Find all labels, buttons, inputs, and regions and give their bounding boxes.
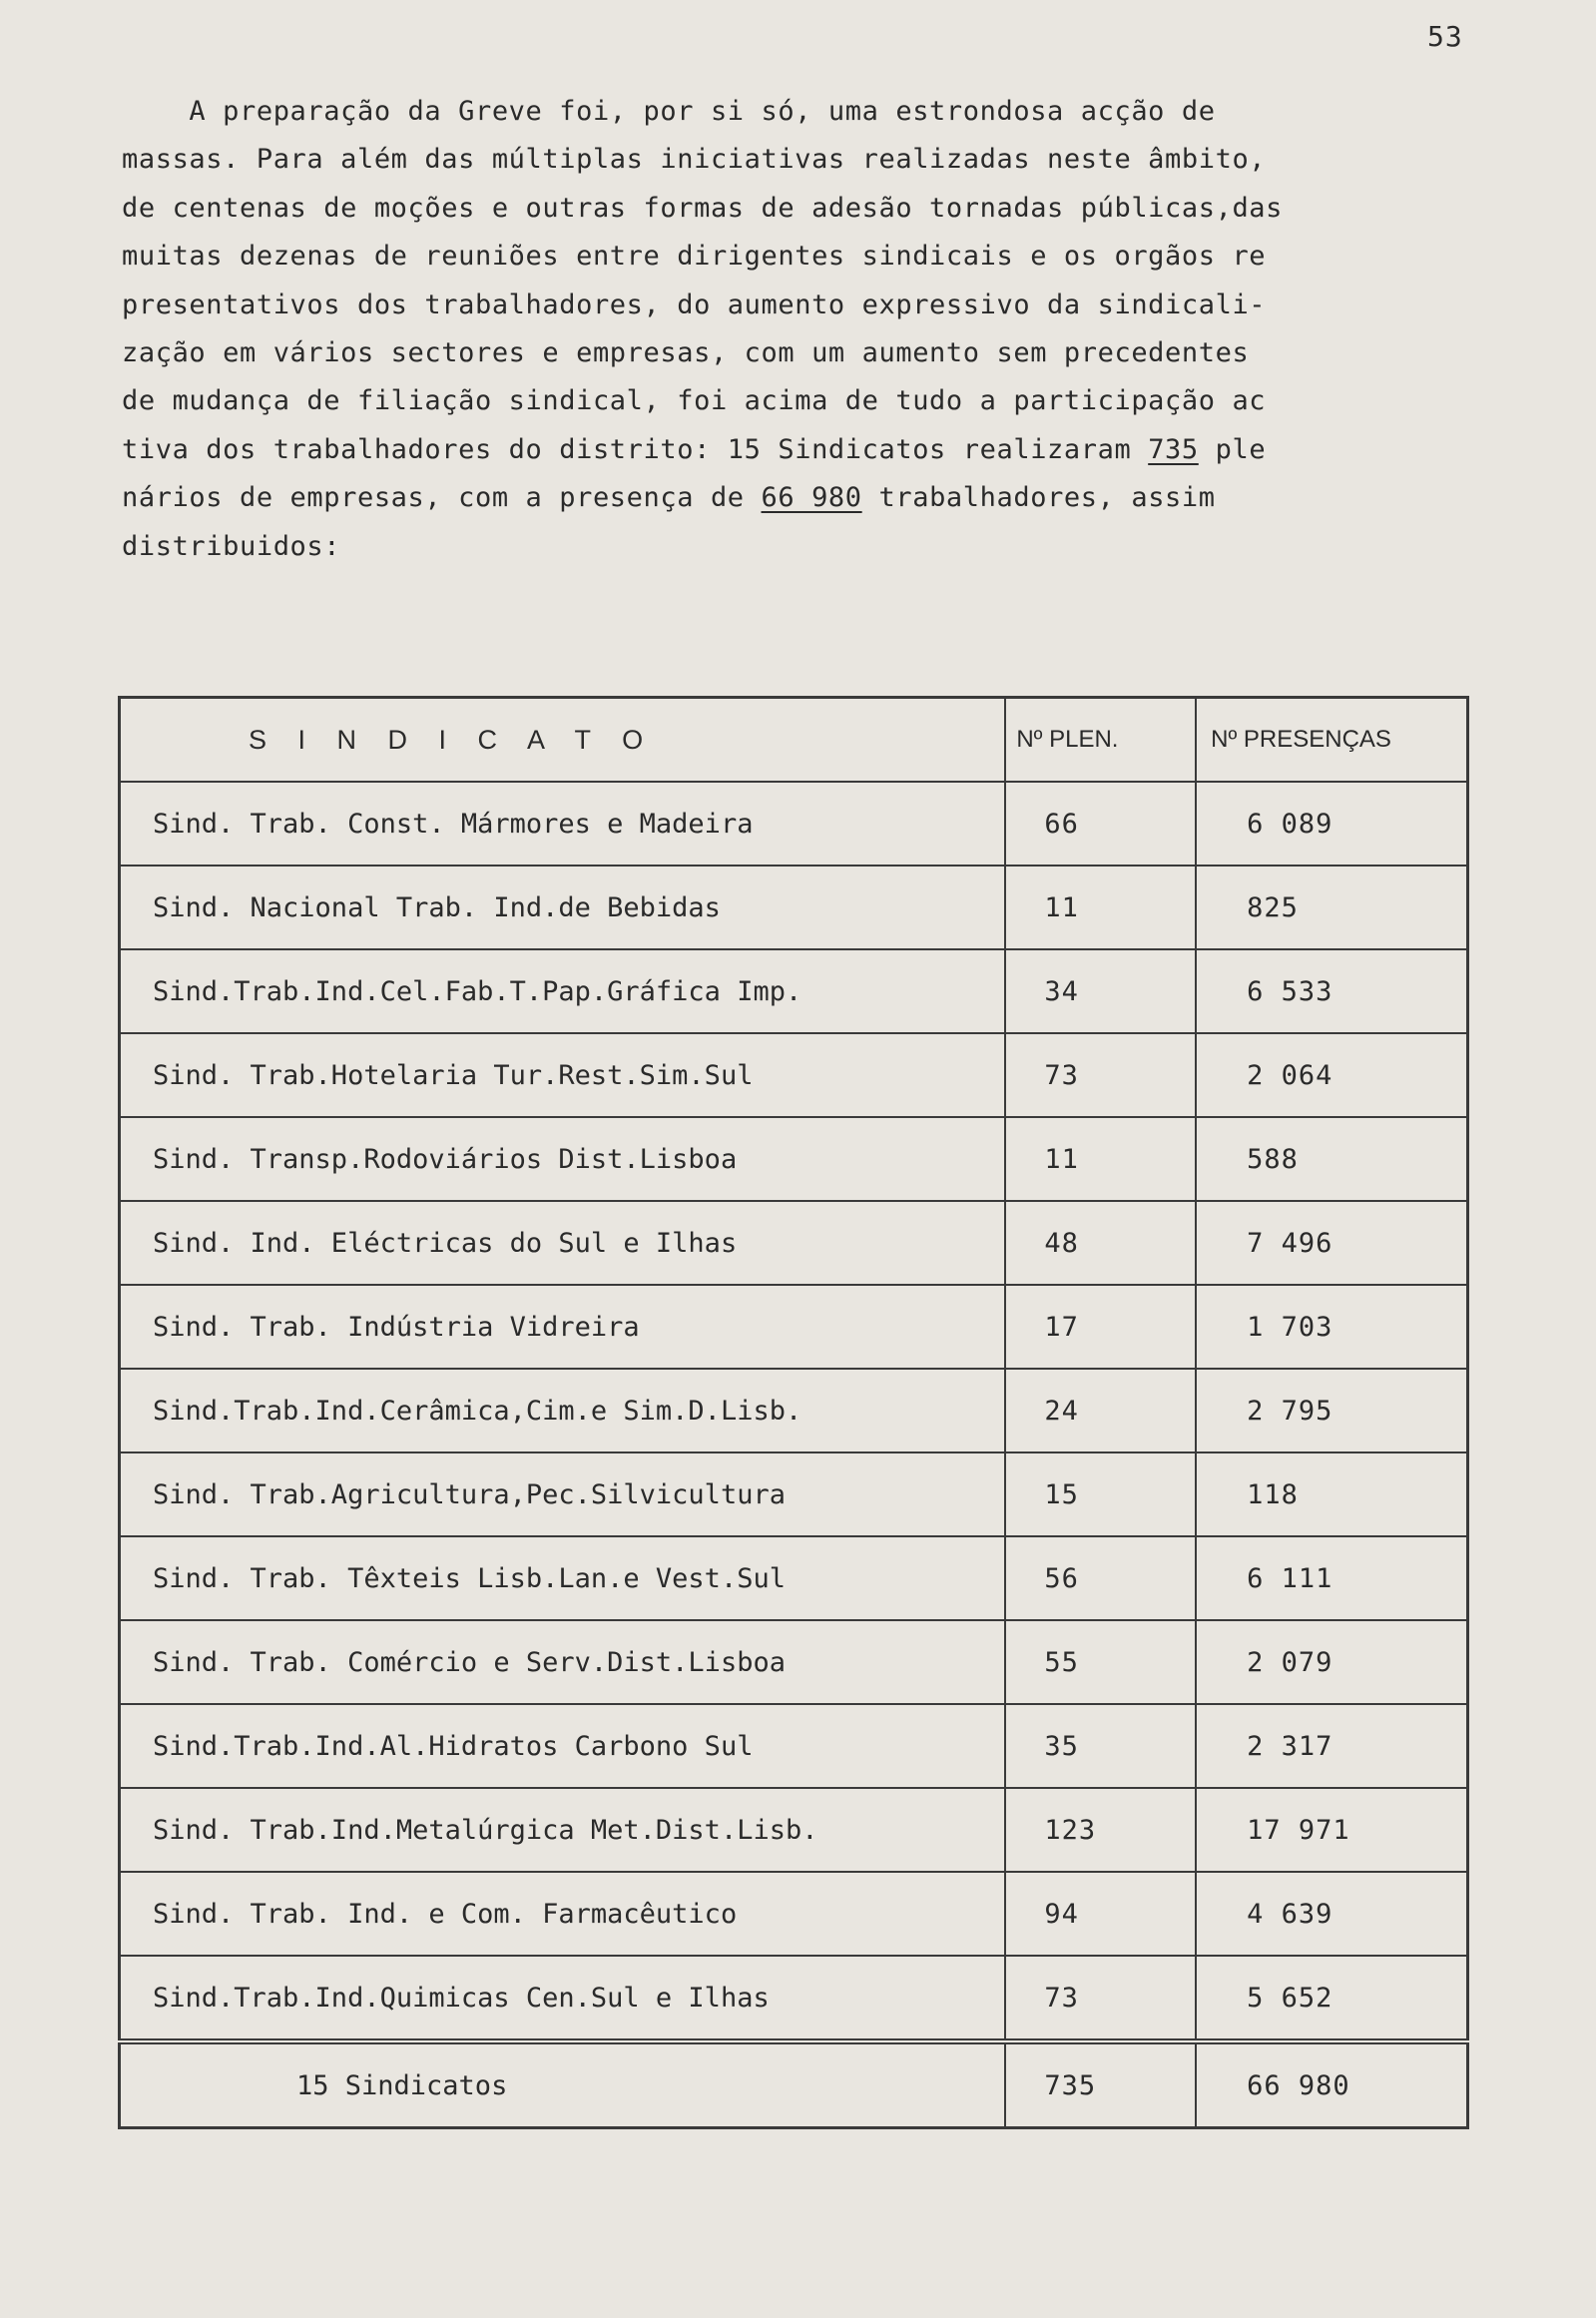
cell-presencas: 6 089	[1196, 782, 1467, 866]
table-row	[120, 1369, 1468, 1452]
cell-presencas: 6 533	[1196, 949, 1467, 1033]
header-sindicato: S I N D I C A T O	[120, 698, 1006, 783]
cell-sindicato: Sind.Trab.Ind.Quimicas Cen.Sul e Ilhas	[120, 1956, 1006, 2041]
cell-sindicato: Sind.Trab.Ind.Cel.Fab.T.Pap.Gráfica Imp.	[120, 949, 1006, 1033]
table-row	[120, 1956, 1468, 2041]
cell-plenarios: 73	[1005, 1956, 1196, 2041]
total-plenarios: 735	[1005, 2041, 1196, 2128]
cell-plenarios: 66	[1005, 782, 1196, 866]
cell-sindicato: Sind. Nacional Trab. Ind.de Bebidas	[120, 866, 1006, 949]
paragraph-line: de centenas de moções e outras formas de adesão tornadas públicas,das	[122, 192, 1284, 224]
cell-plenarios: 15	[1005, 1452, 1196, 1536]
cell-presencas: 2 317	[1196, 1704, 1467, 1788]
table-row	[120, 866, 1468, 949]
cell-plenarios: 94	[1005, 1872, 1196, 1956]
page-number: 53	[1427, 20, 1463, 53]
table-header-row	[120, 698, 1468, 783]
cell-sindicato: Sind. Trab. Const. Mármores e Madeira	[120, 782, 1006, 866]
table-row	[120, 1536, 1468, 1620]
cell-plenarios: 34	[1005, 949, 1196, 1033]
cell-sindicato: Sind.Trab.Ind.Al.Hidratos Carbono Sul	[120, 1704, 1006, 1788]
total-label: 15 Sindicatos	[120, 2041, 1006, 2128]
paragraph-line: A preparação da Greve foi, por si só, uma estrondosa acção de	[122, 96, 1216, 127]
cell-presencas: 2 064	[1196, 1033, 1467, 1117]
cell-plenarios: 11	[1005, 866, 1196, 949]
cell-sindicato: Sind. Trab. Indústria Vidreira	[120, 1285, 1006, 1369]
paragraph-line: muitas dezenas de reuniões entre dirigentes sindicais e os orgãos re	[122, 241, 1267, 273]
paragraph-line: zação em vários sectores e empresas, com um aumento sem precedentes	[122, 336, 1250, 368]
table-row	[120, 1285, 1468, 1369]
table-row	[120, 1788, 1468, 1872]
cell-presencas: 4 639	[1196, 1872, 1467, 1956]
header-plenarios: Nº PLEN.	[1005, 698, 1196, 783]
table-row	[120, 1620, 1468, 1704]
body-paragraph	[122, 88, 1489, 571]
cell-sindicato: Sind. Trab.Agricultura,Pec.Silvicultura	[120, 1452, 1006, 1536]
paragraph-line	[122, 426, 1489, 474]
cell-presencas: 1 703	[1196, 1285, 1467, 1369]
paragraph-line	[122, 474, 1489, 522]
cell-sindicato: Sind. Ind. Eléctricas do Sul e Ilhas	[120, 1201, 1006, 1285]
cell-plenarios: 35	[1005, 1704, 1196, 1788]
cell-sindicato: Sind. Trab. Têxteis Lisb.Lan.e Vest.Sul	[120, 1536, 1006, 1620]
plenarios-total-inline: 735	[1148, 433, 1199, 465]
header-presencas: Nº PRESENÇAS	[1196, 698, 1467, 783]
total-presencas: 66 980	[1196, 2041, 1467, 2128]
cell-presencas: 2 079	[1196, 1620, 1467, 1704]
unions-table	[118, 696, 1469, 2129]
cell-presencas: 6 111	[1196, 1536, 1467, 1620]
cell-presencas: 2 795	[1196, 1369, 1467, 1452]
table-total-row	[120, 2041, 1468, 2128]
cell-plenarios: 123	[1005, 1788, 1196, 1872]
table-row	[120, 1201, 1468, 1285]
cell-sindicato: Sind.Trab.Ind.Cerâmica,Cim.e Sim.D.Lisb.	[120, 1369, 1006, 1452]
cell-plenarios: 55	[1005, 1620, 1196, 1704]
cell-plenarios: 11	[1005, 1117, 1196, 1201]
cell-presencas: 7 496	[1196, 1201, 1467, 1285]
cell-presencas: 825	[1196, 866, 1467, 949]
cell-presencas: 5 652	[1196, 1956, 1467, 2041]
cell-plenarios: 48	[1005, 1201, 1196, 1285]
cell-plenarios: 17	[1005, 1285, 1196, 1369]
cell-presencas: 17 971	[1196, 1788, 1467, 1872]
table-row	[120, 949, 1468, 1033]
presencas-total-inline: 66 980	[761, 482, 862, 514]
cell-presencas: 588	[1196, 1117, 1467, 1201]
table-row	[120, 1452, 1468, 1536]
table-row	[120, 782, 1468, 866]
paragraph-line: massas. Para além das múltiplas iniciativas realizadas neste âmbito,	[122, 144, 1267, 176]
cell-presencas: 118	[1196, 1452, 1467, 1536]
cell-sindicato: Sind. Trab. Ind. e Com. Farmacêutico	[120, 1872, 1006, 1956]
cell-sindicato: Sind. Transp.Rodoviários Dist.Lisboa	[120, 1117, 1006, 1201]
cell-plenarios: 24	[1005, 1369, 1196, 1452]
paragraph-line-text: nários de empresas, com a presença de	[122, 482, 762, 514]
table-row	[120, 1704, 1468, 1788]
cell-sindicato: Sind. Trab.Hotelaria Tur.Rest.Sim.Sul	[120, 1033, 1006, 1117]
table-row	[120, 1033, 1468, 1117]
paragraph-line: distribuidos:	[122, 530, 341, 562]
cell-plenarios: 73	[1005, 1033, 1196, 1117]
paragraph-line: de mudança de filiação sindical, foi acima de tudo a participação ac	[122, 385, 1267, 417]
paragraph-line: presentativos dos trabalhadores, do aumento expressivo da sindicali-	[122, 289, 1267, 320]
cell-sindicato: Sind. Trab.Ind.Metalúrgica Met.Dist.Lisb.	[120, 1788, 1006, 1872]
cell-plenarios: 56	[1005, 1536, 1196, 1620]
paragraph-line-tail: ple	[1198, 433, 1267, 465]
table-row	[120, 1117, 1468, 1201]
table-row	[120, 1872, 1468, 1956]
cell-sindicato: Sind. Trab. Comércio e Serv.Dist.Lisboa	[120, 1620, 1006, 1704]
paragraph-line-tail: trabalhadores, assim	[861, 482, 1216, 514]
paragraph-line-text: tiva dos trabalhadores do distrito: 15 Sindicatos realizaram	[122, 433, 1149, 465]
